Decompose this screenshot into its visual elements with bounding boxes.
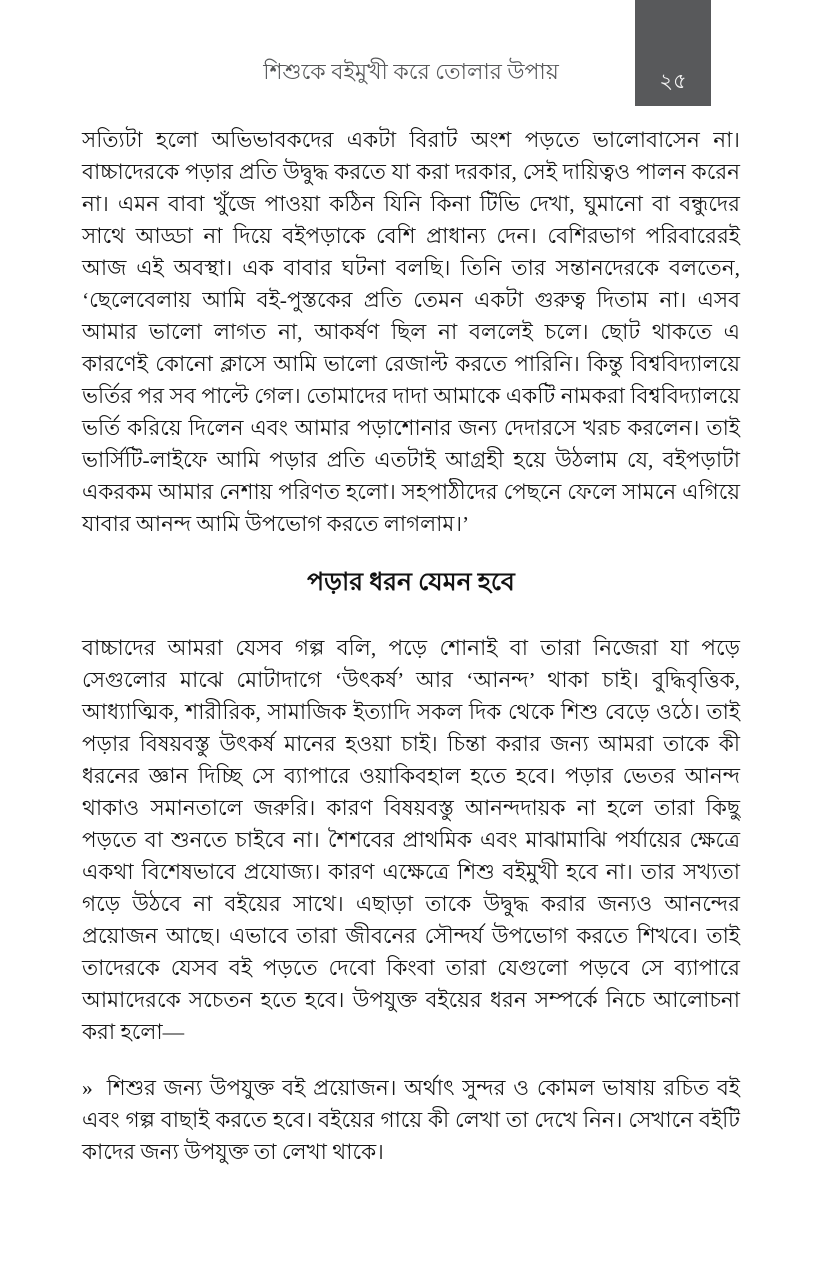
page-number: ২৫ [659,69,687,93]
running-head-chapter-title: শিশুকে বইমুখী করে তোলার উপায় [263,59,559,84]
bullet-text: শিশুর জন্য উপযুক্ত বই প্রয়োজন। অর্থাৎ সুন্দর ও কোমল ভাষায় রচিত বই এবং গল্প বাছাই করতে হবে। বইয়ের গায়ে কী লেখা তা দেখে নিন। সেখানে বইটি কাদের জন্য উপযুক্ত তা লেখা থাকে। [82,1076,740,1164]
page-content [82,124,740,1168]
page-number-box [635,0,711,106]
list-item [82,1072,740,1168]
section-heading: পড়ার ধরন যেমন হবে [307,569,515,596]
bullet-marker: » [82,1076,93,1100]
paragraph-reading-style: বাচ্চাদের আমরা যেসব গল্প বলি, পড়ে শোনাই বা তারা নিজেরা যা পড়ে সেগুলোর মাঝে মোটাদাগে ‘উৎকর্ষ’ আর ‘আনন্দ’ থাকা চাই। বুদ্ধিবৃত্তিক, আধ্যাত্মিক, শারীরিক, সামাজিক ইত্যাদি সকল দিক থেকে শিশু বেড়ে ওঠে। তাই পড়ার বিষয়বস্তু উৎকর্ষ মানের হওয়া চাই। চিন্তা করার জন্য আমরা তাকে কী ধরনের জ্ঞান দিচ্ছি সে ব্যাপারে ওয়াকিবহাল হতে হবে। পড়ার ভেতর আনন্দ থাকাও সমানতালে জরুরি। কারণ বিষয়বস্তু আনন্দদায়ক না হলে তারা কিছু পড়তে বা শুনতে চাইবে না। শৈশবের প্রাথমিক এবং মাঝামাঝি পর্যায়ের ক্ষেত্রে একথা বিশেষভাবে প্রযোজ্য। কারণ এক্ষেত্রে শিশু বইমুখী হবে না। তার সখ্যতা গড়ে উঠবে না বইয়ের সাথে। এছাড়া তাকে উদ্বুদ্ধ করার জন্যও আনন্দের প্রয়োজন আছে। এভাবে তারা জীবনের সৌন্দর্য উপভোগ করতে শিখবে। তাই তাদেরকে যেসব বই পড়তে দেবো কিংবা তারা যেগুলো পড়বে সে ব্যাপারে আমাদেরকে সচেতন হতে হবে। উপযুক্ত বইয়ের ধরন সম্পর্কে নিচে আলোচনা করা হলো— [82,636,740,1044]
paragraph-anecdote: সত্যিটা হলো অভিভাবকদের একটা বিরাট অংশ পড়তে ভালোবাসেন না। বাচ্চাদেরকে পড়ার প্রতি উদ্বুদ্ধ করতে যা করা দরকার, সেই দায়িত্বও পালন করেন না। এমন বাবা খুঁজে পাওয়া কঠিন যিনি কিনা টিভি দেখা, ঘুমানো বা বন্ধুদের সাথে আড্ডা না দিয়ে বইপড়াকে বেশি প্রাধান্য দেন। বেশিরভাগ পরিবারেরই আজ এই অবস্থা। এক বাবার ঘটনা বলছি। তিনি তার সন্তানদেরকে বলতেন, ‘ছেলেবেলায় আমি বই-পুস্তকের প্রতি তেমন একটা গুরুত্ব দিতাম না। এসব আমার ভালো লাগত না, আকর্ষণ ছিল না বললেই চলে। ছোট থাকতে এ কারণেই কোনো ক্লাসে আমি ভালো রেজাল্ট করতে পারিনি। কিন্তু বিশ্ববিদ্যালয়ে ভর্তির পর সব পাল্টে গেল। তোমাদের দাদা আমাকে একটি নামকরা বিশ্ববিদ্যালয়ে ভর্তি করিয়ে দিলেন এবং আমার পড়াশোনার জন্য দেদারসে খরচ করলেন। তাই ভার্সিটি-লাইফে আমি পড়ার প্রতি এতটাই আগ্রহী হয়ে উঠলাম যে, বইপড়াটা একরকম আমার নেশায় পরিণত হলো। সহপাঠীদের পেছনে ফেলে সামনে এগিয়ে যাবার আনন্দ আমি উপভোগ করতে লাগলাম।’ [82,128,740,536]
